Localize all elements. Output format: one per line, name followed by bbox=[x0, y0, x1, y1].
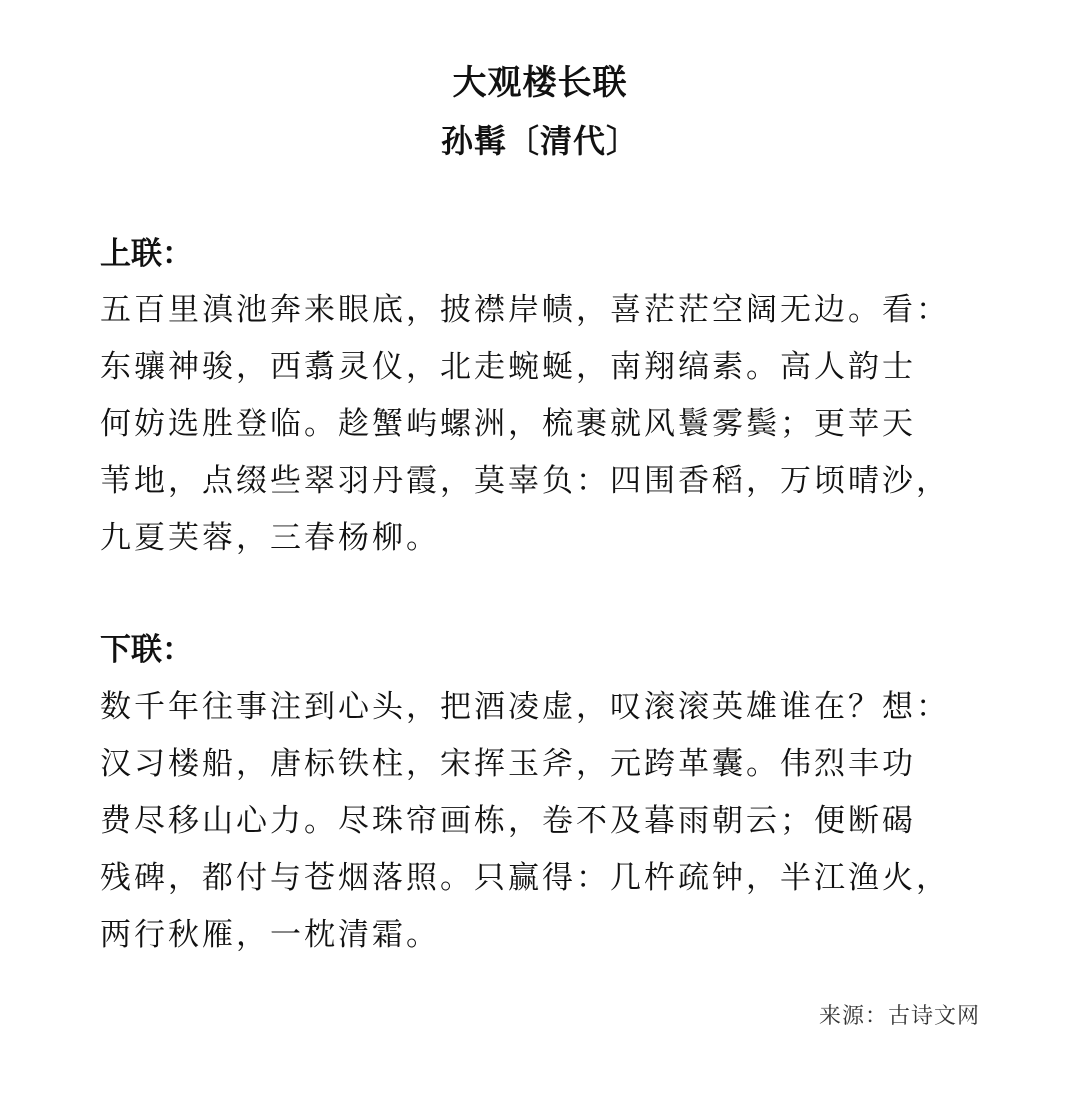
upper-couplet-line: 苇地，点缀些翠羽丹霞，莫辜负：四围香稻，万顷晴沙， bbox=[100, 463, 950, 499]
lower-couplet-line: 汉习楼船，唐标铁柱，宋挥玉斧，元跨革囊。伟烈丰功 bbox=[100, 746, 916, 782]
lower-couplet-line: 残碑，都付与苍烟落照。只赢得：几杵疏钟，半江渔火， bbox=[100, 860, 950, 896]
upper-couplet-line: 东骧神骏，西翥灵仪，北走蜿蜒，南翔缟素。高人韵士 bbox=[100, 349, 916, 385]
upper-couplet-line: 五百里滇池奔来眼底，披襟岸帻，喜茫茫空阔无边。看： bbox=[100, 292, 950, 328]
source-attribution: 来源：古诗文网 bbox=[818, 1004, 980, 1029]
lower-couplet-line: 数千年往事注到心头，把酒凌虚，叹滚滚英雄谁在？想： bbox=[100, 689, 950, 725]
upper-couplet-line: 何妨选胜登临。趁蟹屿螺洲，梳裹就风鬟雾鬓；更苹天 bbox=[100, 406, 916, 442]
poem-author: 孙髯〔清代〕 bbox=[440, 122, 639, 160]
poem-title: 大观楼长联 bbox=[452, 63, 628, 103]
upper-couplet-body bbox=[100, 282, 980, 567]
lower-couplet-body bbox=[100, 679, 980, 964]
upper-couplet-line: 九夏芙蓉，三春杨柳。 bbox=[100, 520, 440, 556]
lower-couplet-label: 下联： bbox=[100, 632, 193, 668]
lower-couplet-line: 两行秋雁，一枕清霜。 bbox=[100, 917, 440, 953]
upper-couplet-label: 上联： bbox=[100, 236, 193, 272]
lower-couplet-line: 费尽移山心力。尽珠帘画栋，卷不及暮雨朝云；便断碣 bbox=[100, 803, 916, 839]
